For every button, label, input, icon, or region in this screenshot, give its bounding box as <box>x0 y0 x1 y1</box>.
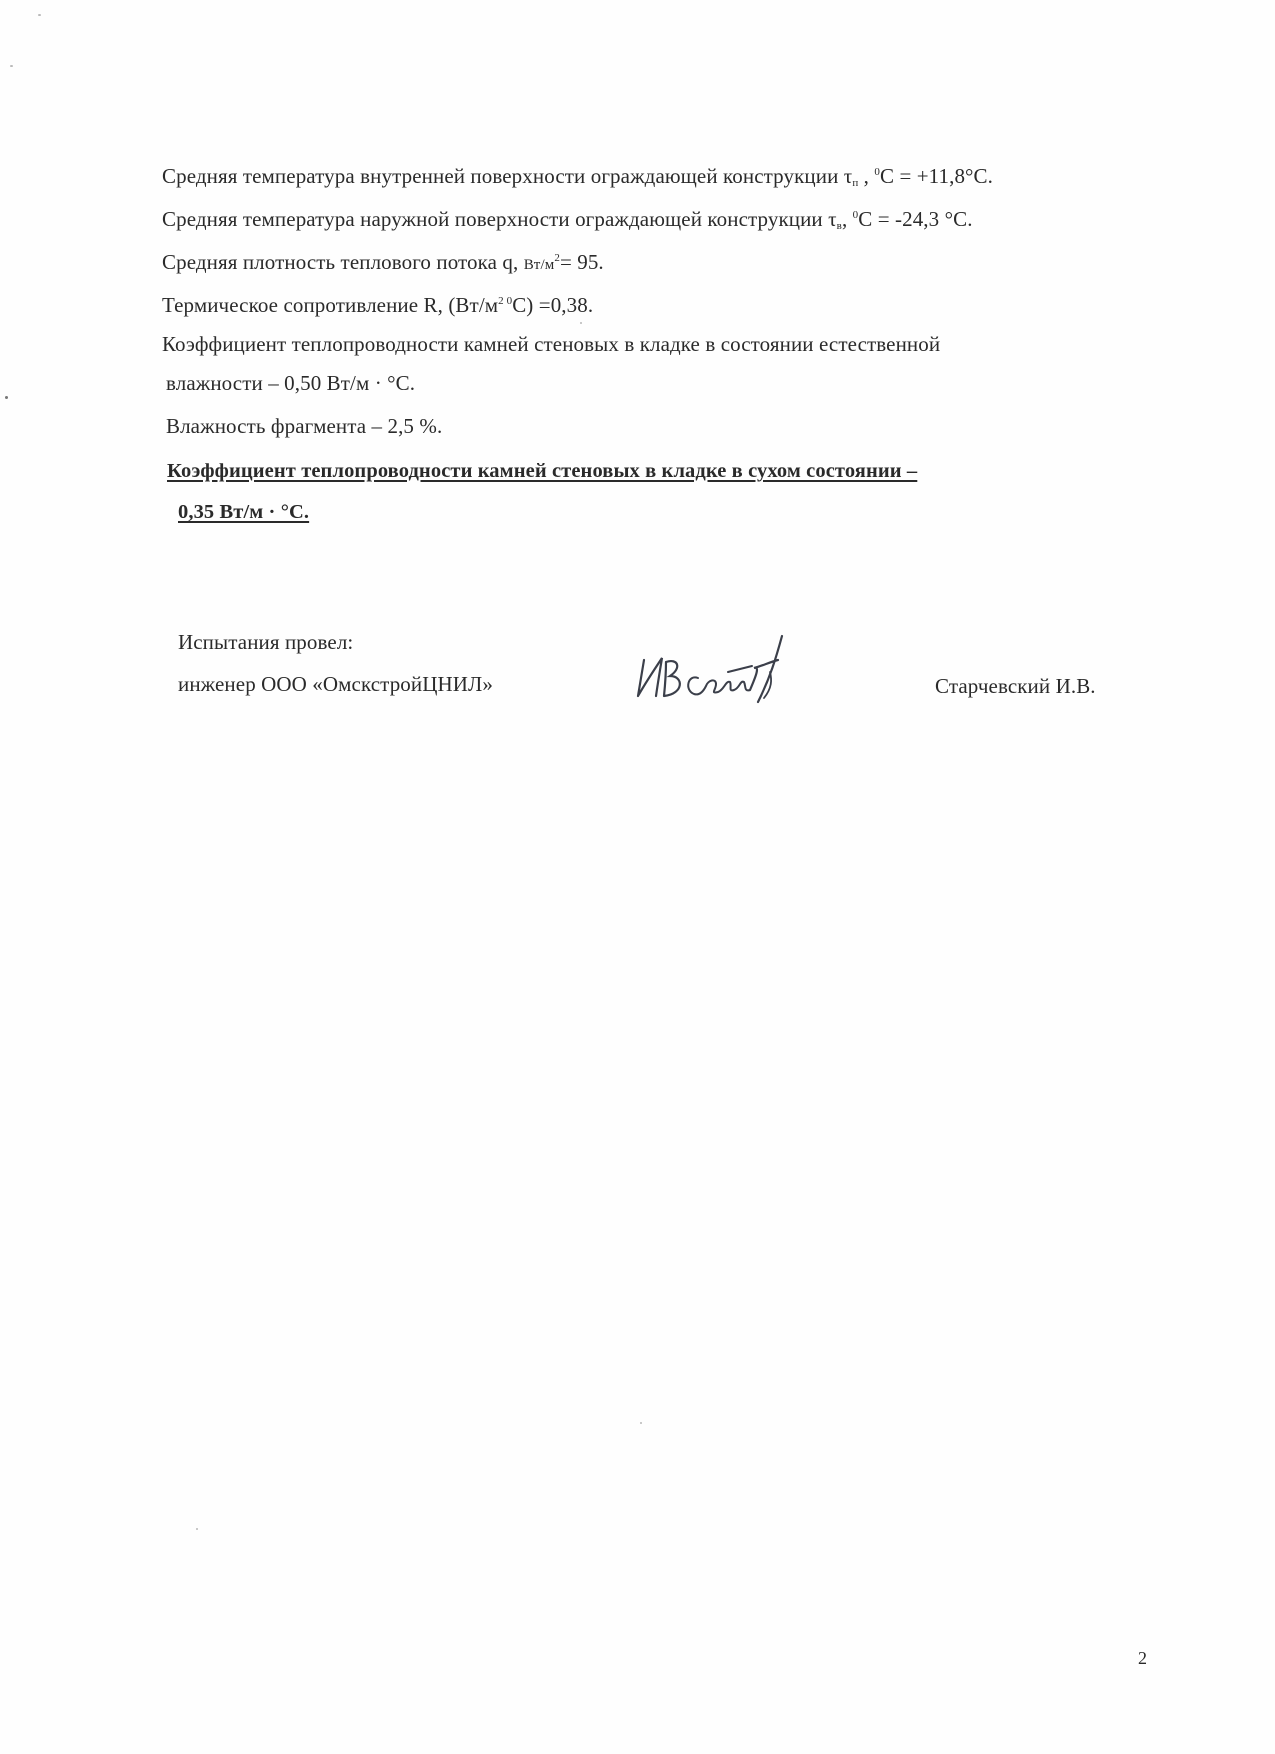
resistance-value: C) =0,38. <box>512 293 594 317</box>
outer-temp-subscript: в <box>836 220 842 232</box>
heat-flux-text: Средняя плотность теплового потока q, <box>162 250 524 274</box>
engineer-position-text: инженер ООО «ОмскстройЦНИЛ» <box>178 672 493 696</box>
engineer-name-text: Старчевский И.В. <box>935 674 1096 698</box>
heat-flux-unit: Вт/м <box>523 257 555 273</box>
moisture-line <box>166 412 442 440</box>
conductivity-dry-line-1 <box>167 457 917 485</box>
moisture-text: Влажность фрагмента – 2,5 %. <box>166 414 443 438</box>
engineer-position <box>178 670 493 698</box>
outer-temp-mid: , <box>841 207 853 231</box>
tested-by-label <box>178 628 353 656</box>
scan-speck <box>10 65 13 67</box>
conductivity-natural-line-2 <box>166 369 415 397</box>
conductivity-dry-text-1: Коэффициент теплопроводности камней стеновых в кладке в сухом состоянии – <box>167 460 918 482</box>
scan-speck <box>5 396 8 399</box>
conductivity-natural-text-1: Коэффициент теплопроводности камней стеновых в кладке в состоянии естественной <box>162 332 941 356</box>
outer-surface-temp-line <box>162 201 973 240</box>
tested-by-text: Испытания провел: <box>178 630 354 654</box>
outer-temp-value: C = -24,3 °C. <box>858 207 973 231</box>
conductivity-dry-line-2 <box>178 498 309 526</box>
outer-temp-superscript: 0 <box>852 209 859 221</box>
scan-speck <box>580 322 582 324</box>
scan-speck <box>196 1528 198 1530</box>
page-number-text: 2 <box>1138 1648 1147 1668</box>
inner-surface-temp-line <box>162 158 993 197</box>
outer-temp-text: Средняя температура наружной поверхности ограждающей конструкции τ <box>162 207 837 231</box>
thermal-resistance-line <box>162 287 593 319</box>
handwritten-signature <box>632 632 802 712</box>
heat-flux-value: = 95. <box>559 250 604 274</box>
inner-temp-superscript: 0 <box>874 166 880 178</box>
inner-temp-mid: , <box>858 164 875 188</box>
scan-speck <box>38 14 41 16</box>
heat-flux-line <box>162 244 604 279</box>
heat-flux-superscript: 2 <box>554 252 560 264</box>
conductivity-dry-text-2: 0,35 Вт/м · °С. <box>178 501 310 523</box>
resistance-text: Термическое сопротивление R, (Вт/м <box>162 293 499 317</box>
conductivity-natural-text-2: влажности – 0,50 Вт/м · °С. <box>166 371 416 395</box>
inner-temp-text: Средняя температура внутренней поверхности ограждающей конструкции τ <box>162 164 853 188</box>
conductivity-natural-line-1 <box>162 330 940 358</box>
inner-temp-subscript: п <box>852 177 859 189</box>
resistance-superscript: 2 0 <box>498 295 513 307</box>
page-number <box>1138 1646 1147 1670</box>
engineer-name <box>935 672 1096 700</box>
inner-temp-value: C = +11,8°C. <box>879 164 994 188</box>
scan-speck <box>640 1422 642 1424</box>
